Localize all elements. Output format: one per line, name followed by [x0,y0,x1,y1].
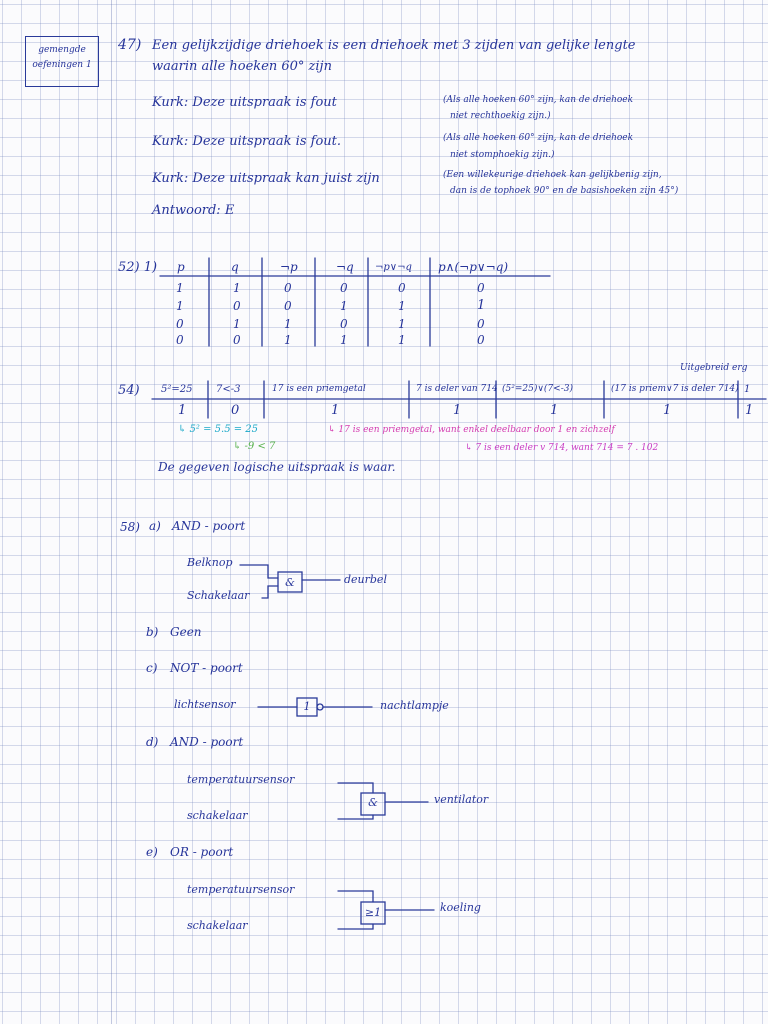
q52-cell: 0 [176,317,184,331]
q54-value: 1 [663,403,672,418]
q52-header-q: q [231,260,239,274]
q52-cell: 1 [233,317,241,331]
q47-statement-line1: Een gelijkzijdige driehoek is een driehoek met 3 zijden van gelijke lengte [152,38,636,53]
q58d-title: AND - poort [170,735,244,749]
q52-cell: 0 [477,281,485,295]
q52-cell: 1 [233,281,241,295]
q54-number: 54) [118,383,140,398]
q52-cell: 0 [477,317,485,331]
q52-cell: 1 [398,333,406,347]
q58e-wire-input1 [338,891,373,902]
q54-note-pink: ↳ 17 is een priemgetal, want enkel deelbaar door 1 en zichzelf [328,425,615,435]
q58c-gate-box [297,698,317,716]
q58e-gate-symbol: ≥1 [364,906,382,919]
q58e-title: OR - poort [170,845,234,859]
q47-number: 47) [118,37,142,53]
q54-value: 1 [550,403,559,418]
q52-header-result: p∧(¬p∨¬q) [438,260,509,274]
q52-cell: 0 [398,281,406,295]
q52-cell: 1 [340,333,348,347]
q54-value: 1 [453,403,462,418]
q47-k2: Kurk: Deze uitspraak is fout. [152,134,341,149]
q54-header-5: (5²=25)∨(7<-3) [502,384,573,394]
q47-k3-note-line1: (Een willekeurige driehoek kan gelijkbenig zijn, [443,170,662,180]
q54-value: 0 [231,403,240,418]
q47-k3-note-line2: dan is de tophoek 90° en de basishoeken zijn 45°) [450,186,679,196]
q47-k2-note-line2: niet stomphoekig zijn.) [450,150,555,160]
q58b-text: Geen [170,625,202,639]
q47-answer: Antwoord: E [152,203,235,218]
q58c-label: c) [146,661,158,675]
q52-cell: 0 [233,333,241,347]
q58e-wire-input2 [338,924,373,929]
q52-cell: 1 [284,317,292,331]
q58a-wire-input2 [262,586,278,598]
q52-cell: 0 [233,299,241,313]
q47-k1-note-line1: (Als alle hoeken 60° zijn, kan de driehoek [443,95,634,105]
q58a-title: AND - poort [172,519,246,533]
margin-box-line1: gemengde [38,45,86,55]
q47-k1: Kurk: Deze uitspraak is fout [152,95,337,110]
margin-box-line2: oefeningen 1 [32,60,92,70]
q52-cell: 1 [176,299,184,313]
q52-header-or: ¬p∨¬q [375,262,412,273]
q58d-input1: temperatuursensor [187,773,295,786]
q58e-gate-box [361,902,385,924]
q58e-input2: schakelaar [187,919,248,932]
q52-cell: 0 [284,299,292,313]
q54-header-6: (17 is priem∨7 is deler 714) [611,384,739,394]
q54-value: 1 [178,403,187,418]
q52-cell: 1 [176,281,184,295]
q52-cell: 0 [284,281,292,295]
q58a-input1: Belknop [187,556,233,569]
q52-cell: 1 [398,317,406,331]
q52-header-p: p [177,260,185,274]
q58c-input: lichtsensor [174,698,236,711]
q52-number: 52) 1) [118,260,158,275]
q58b-label: b) [146,625,159,639]
q52-header-not-p: ¬p [280,260,298,274]
q52-cell: 0 [477,333,485,347]
q54-note-magenta: ↳ 7 is een deler v 714, want 714 = 7 . 102 [465,443,659,453]
q54-header-3: 17 is een priemgetal [272,384,366,394]
q52-cell: 1 [284,333,292,347]
q54-value: 1 [745,403,754,418]
q58a-input2: Schakelaar [187,589,250,602]
q54-header-1: 5²=25 [161,384,193,395]
q52-cell: 0 [340,317,348,331]
q47-k2-note-line1: (Als alle hoeken 60° zijn, kan de driehoek [443,133,634,143]
q54-note-green: ↳ -9 < 7 [233,441,276,452]
q58d-gate-box [361,793,385,815]
q58e-output: koeling [440,901,481,914]
q58d-output: ventilator [434,793,489,806]
q47-k3: Kurk: Deze uitspraak kan juist zijn [152,171,380,186]
q58a-output: deurbel [344,573,387,586]
q52-header-not-q: ¬q [336,260,354,274]
q54-header-2: 7<-3 [216,384,241,395]
q58d-input2: schakelaar [187,809,248,822]
q54-note-cyan: ↳ 5² = 5.5 = 25 [178,424,259,435]
q54-corner-note: Uitgebreid erg [680,363,748,373]
q58a-gate-symbol: & [285,576,295,589]
q52-cell: 1 [398,299,406,313]
q54-header-4: 7 is deler van 714 [416,384,498,394]
q58a-label: a) [149,519,161,533]
q58e-input1: temperatuursensor [187,883,295,896]
q47-statement-line2: waarin alle hoeken 60° zijn [152,59,332,74]
q58e-label: e) [146,845,158,859]
q54-conclusion: De gegeven logische uitspraak is waar. [158,460,396,474]
q52-cell: 1 [477,298,486,313]
q58c-inverter-bubble [317,704,323,710]
q58a-wire-input1 [240,565,278,578]
q58-number: 58) [120,520,140,534]
q54-value: 1 [331,403,340,418]
q58c-output: nachtlampje [380,699,449,712]
q58c-title: NOT - poort [170,661,243,675]
q52-cell: 1 [340,299,348,313]
q58d-gate-symbol: & [368,796,378,809]
q58d-label: d) [146,735,159,749]
q52-cell: 0 [340,281,348,295]
q58c-gate-symbol: 1 [303,700,311,713]
q54-header-7: 1 [744,384,751,395]
q58d-wire-input1 [338,783,373,793]
q52-cell: 0 [176,333,184,347]
q47-k1-note-line2: niet rechthoekig zijn.) [450,111,551,121]
q58a-gate-box [278,572,302,592]
